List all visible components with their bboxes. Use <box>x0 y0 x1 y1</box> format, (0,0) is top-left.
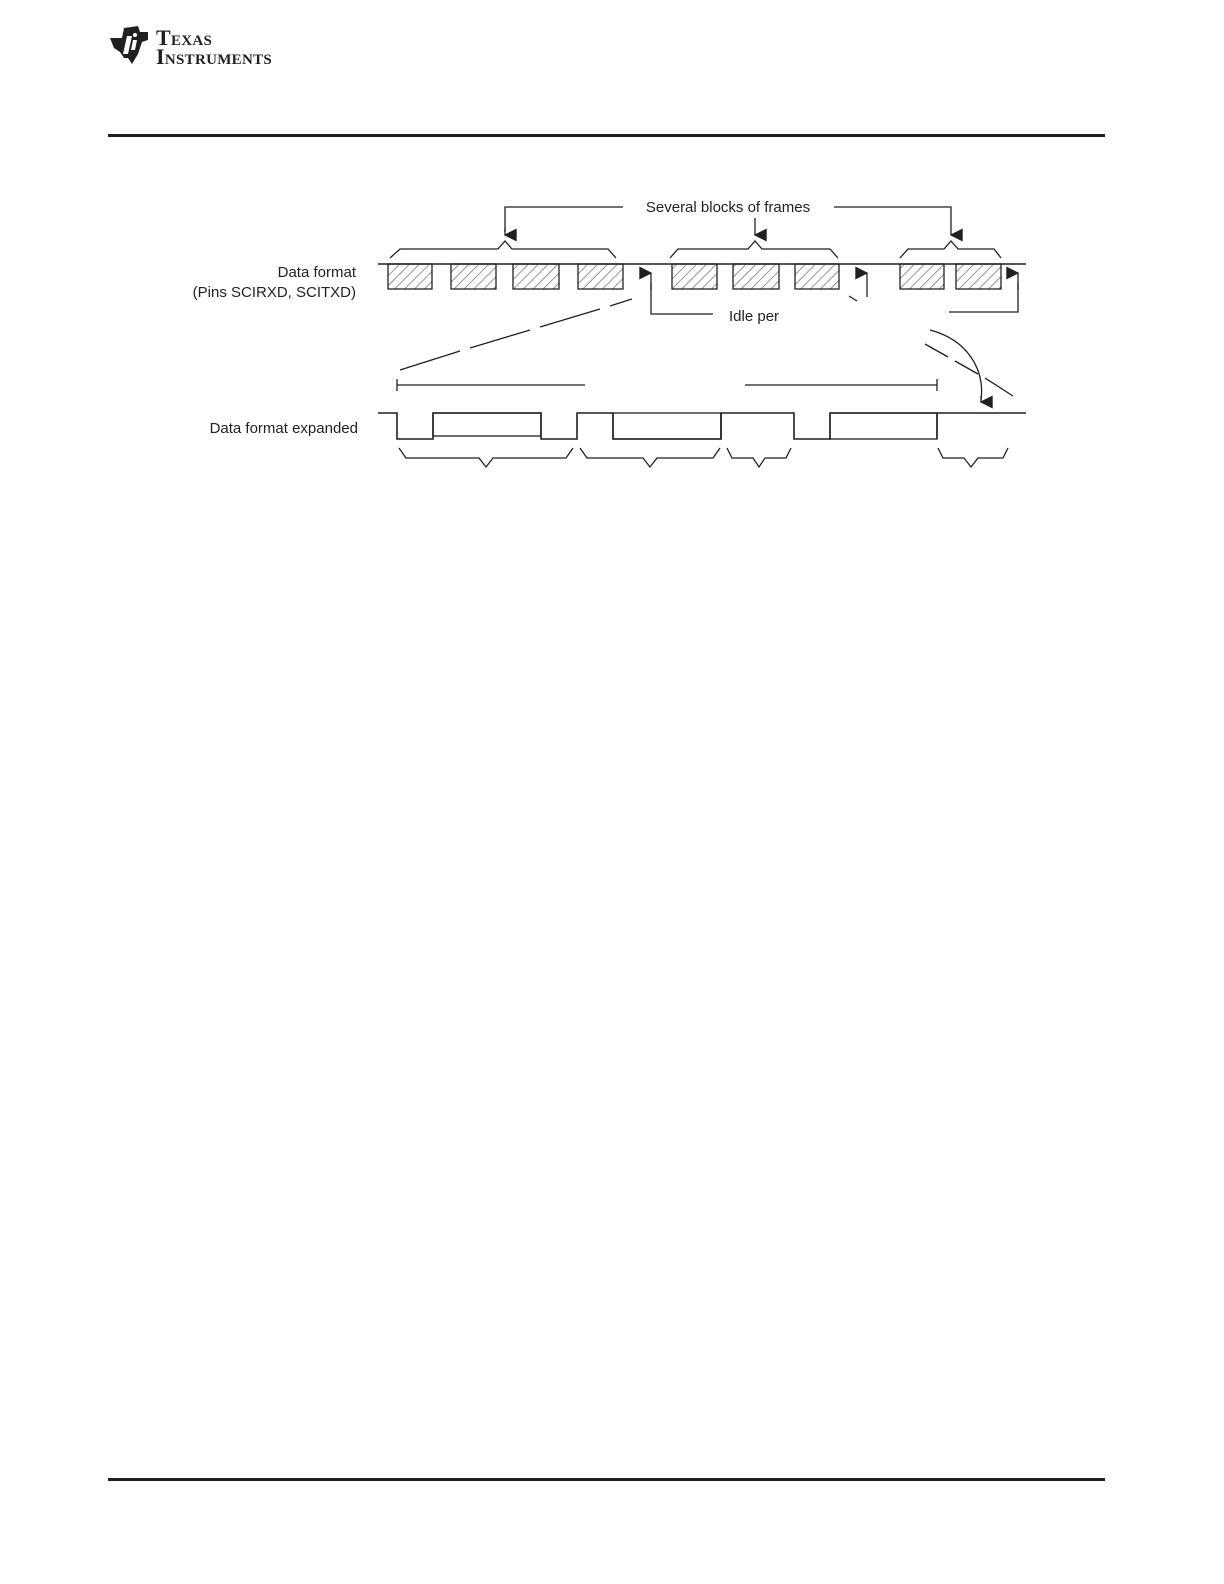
frame-5 <box>672 264 717 289</box>
label-idle-period: Idle per <box>729 308 780 325</box>
label-data-format: Data format <box>277 264 356 281</box>
frame-1 <box>388 264 432 289</box>
brace-bottom-1 <box>399 448 573 467</box>
ti-logo-icon <box>108 24 154 66</box>
ti-logo <box>108 24 298 70</box>
frame-9 <box>956 264 1001 289</box>
logo-line-2: Instruments <box>156 44 273 69</box>
frame-6 <box>733 264 779 289</box>
brace-block-2 <box>670 241 838 258</box>
frame-7 <box>795 264 839 289</box>
brace-block-1 <box>390 241 616 258</box>
frame-8 <box>900 264 944 289</box>
expand-line-left <box>400 299 632 370</box>
expanded-data-bits-3 <box>830 413 937 439</box>
blocks-connector-left <box>505 207 623 232</box>
expand-line-right <box>925 344 1013 396</box>
frame-4 <box>578 264 623 289</box>
logo-line-1: Texas <box>156 25 213 50</box>
label-data-format-expanded: Data format expanded <box>209 420 358 437</box>
brace-block-3 <box>900 241 1001 258</box>
brace-bottom-3 <box>727 448 791 467</box>
brace-bottom-2 <box>580 448 720 467</box>
blocks-connector-right <box>834 207 951 235</box>
label-several-blocks: Several blocks of frames <box>645 199 811 216</box>
header-rule <box>108 134 1105 137</box>
brace-bottom-4 <box>938 448 1008 467</box>
footer-rule <box>108 1478 1105 1481</box>
expanded-data-bits-2 <box>613 413 721 439</box>
frame-3 <box>513 264 559 289</box>
expanded-waveform <box>378 413 1026 439</box>
sci-frame-diagram <box>0 180 1224 490</box>
expanded-data-bits-1 <box>433 413 541 436</box>
logo-wordmark <box>156 25 273 69</box>
frame-2 <box>451 264 496 289</box>
idle-tick <box>849 296 857 301</box>
label-data-format-pins: (Pins SCIRXD, SCITXD) <box>192 284 356 301</box>
expand-curve <box>930 330 982 400</box>
